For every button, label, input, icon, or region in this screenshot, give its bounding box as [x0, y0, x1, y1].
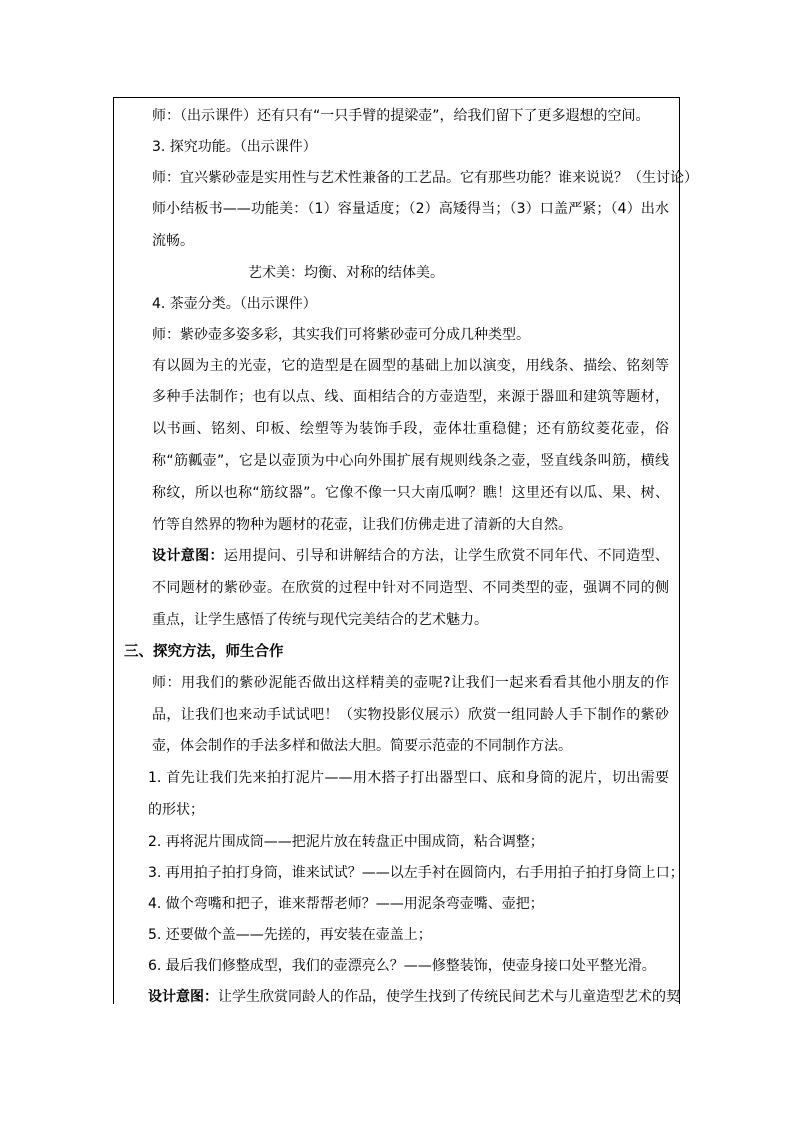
list-item: 2. 再将泥片围成筒——把泥片放在转盘正中围成筒，粘合调整； — [148, 833, 544, 850]
design-intent — [124, 541, 669, 636]
design-intent-label: 设计意图： — [152, 548, 224, 565]
list-item: 4. 做个弯嘴和把子，谁来帮帮老师？——用泥条弯壶嘴、壶把； — [148, 895, 544, 912]
list-item: 5. 还要做个盖——先搓的，再安装在壶盖上； — [148, 926, 432, 943]
paragraph: 师：用我们的紫砂泥能否做出这样精美的壶呢?让我们一起来看看其他小朋友的作品，让我们也来动手试试吧！（实物投影仪展示）欣赏一组同龄人手下制作的紫砂壶，体会制作的手法多样和做法大胆。简要示范壶的不同制作方法。 — [152, 674, 669, 755]
section-heading: 三、探究方法，师生合作 — [124, 643, 284, 660]
paragraph: 师：（出示课件）还有只有“一只手臂的提梁壶”，给我们留下了更多遐想的空间。 — [152, 108, 650, 124]
lesson-content — [124, 101, 698, 1013]
step-heading: 3. 探究功能。（出示课件） — [152, 139, 317, 155]
design-intent-text: 让学生欣赏同龄人的作品，使学生找到了传统民间艺术与儿童造型艺术的契 — [218, 988, 680, 1005]
paragraph: 艺术美：均衡、对称的结体美。 — [248, 264, 444, 281]
paragraph: 师小结板书——功能美：（1）容量适度；（2）高矮得当；（3）口盖严紧；（4）出水流畅。 — [152, 201, 669, 249]
paragraph: 师：紫砂壶多姿多彩，其实我们可将紫砂壶可分成几种类型。 — [152, 326, 530, 343]
design-intent-text: 运用提问、引导和讲解结合的方法，让学生欣赏不同年代、不同造型、不同题材的紫砂壶。在欣赏的过程中针对不同造型、不同类型的壶，强调不同的侧重点，让学生感悟了传统与现代完美结合的艺术魅力。 — [152, 548, 670, 628]
design-intent — [124, 982, 680, 1013]
step-heading: 4. 茶壶分类。（出示课件） — [152, 295, 317, 312]
list-item: 1. 首先让我们先来拍打泥片——用木搭子打出器型口、底和身筒的泥片，切出需要的形状； — [148, 770, 669, 818]
design-intent-label: 设计意图： — [148, 988, 218, 1005]
paragraph: 师：宜兴紫砂壶是实用性与艺术性兼备的工艺品。它有那些功能？谁来说说？（生讨论） — [152, 170, 698, 186]
paragraph: 有以圆为主的光壶，它的造型是在圆型的基础上加以演变，用线条、描绘、铭刻等多种手法制作；也有以点、线、面相结合的方壶造型，来源于器皿和建筑等题材，以书画、铭刻、印板、绘塑等为装饰手段，壶体壮重稳健；还有筋纹菱花壶，俗称“筋瓤壶”，它是以壶顶为中心向外围扩展有规则线条之壶，竖直线条叫筋，横线称纹，所以也称“筋纹器”。它像不像一只大南瓜啊？瞧！这里还有以瓜、果、树、竹等自然界的物种为题材的花壶，让我们仿佛走进了清新的大自然。 — [152, 357, 669, 533]
lesson-table-cell — [113, 97, 698, 1005]
list-item: 6. 最后我们修整成型，我们的壶漂亮么？——修整装饰，使壶身接口处平整光滑。 — [148, 957, 656, 974]
list-item: 3. 再用拍子拍打身筒，谁来试试？——以左手衬在圆筒内，右手用拍子拍打身筒上口； — [148, 864, 684, 881]
